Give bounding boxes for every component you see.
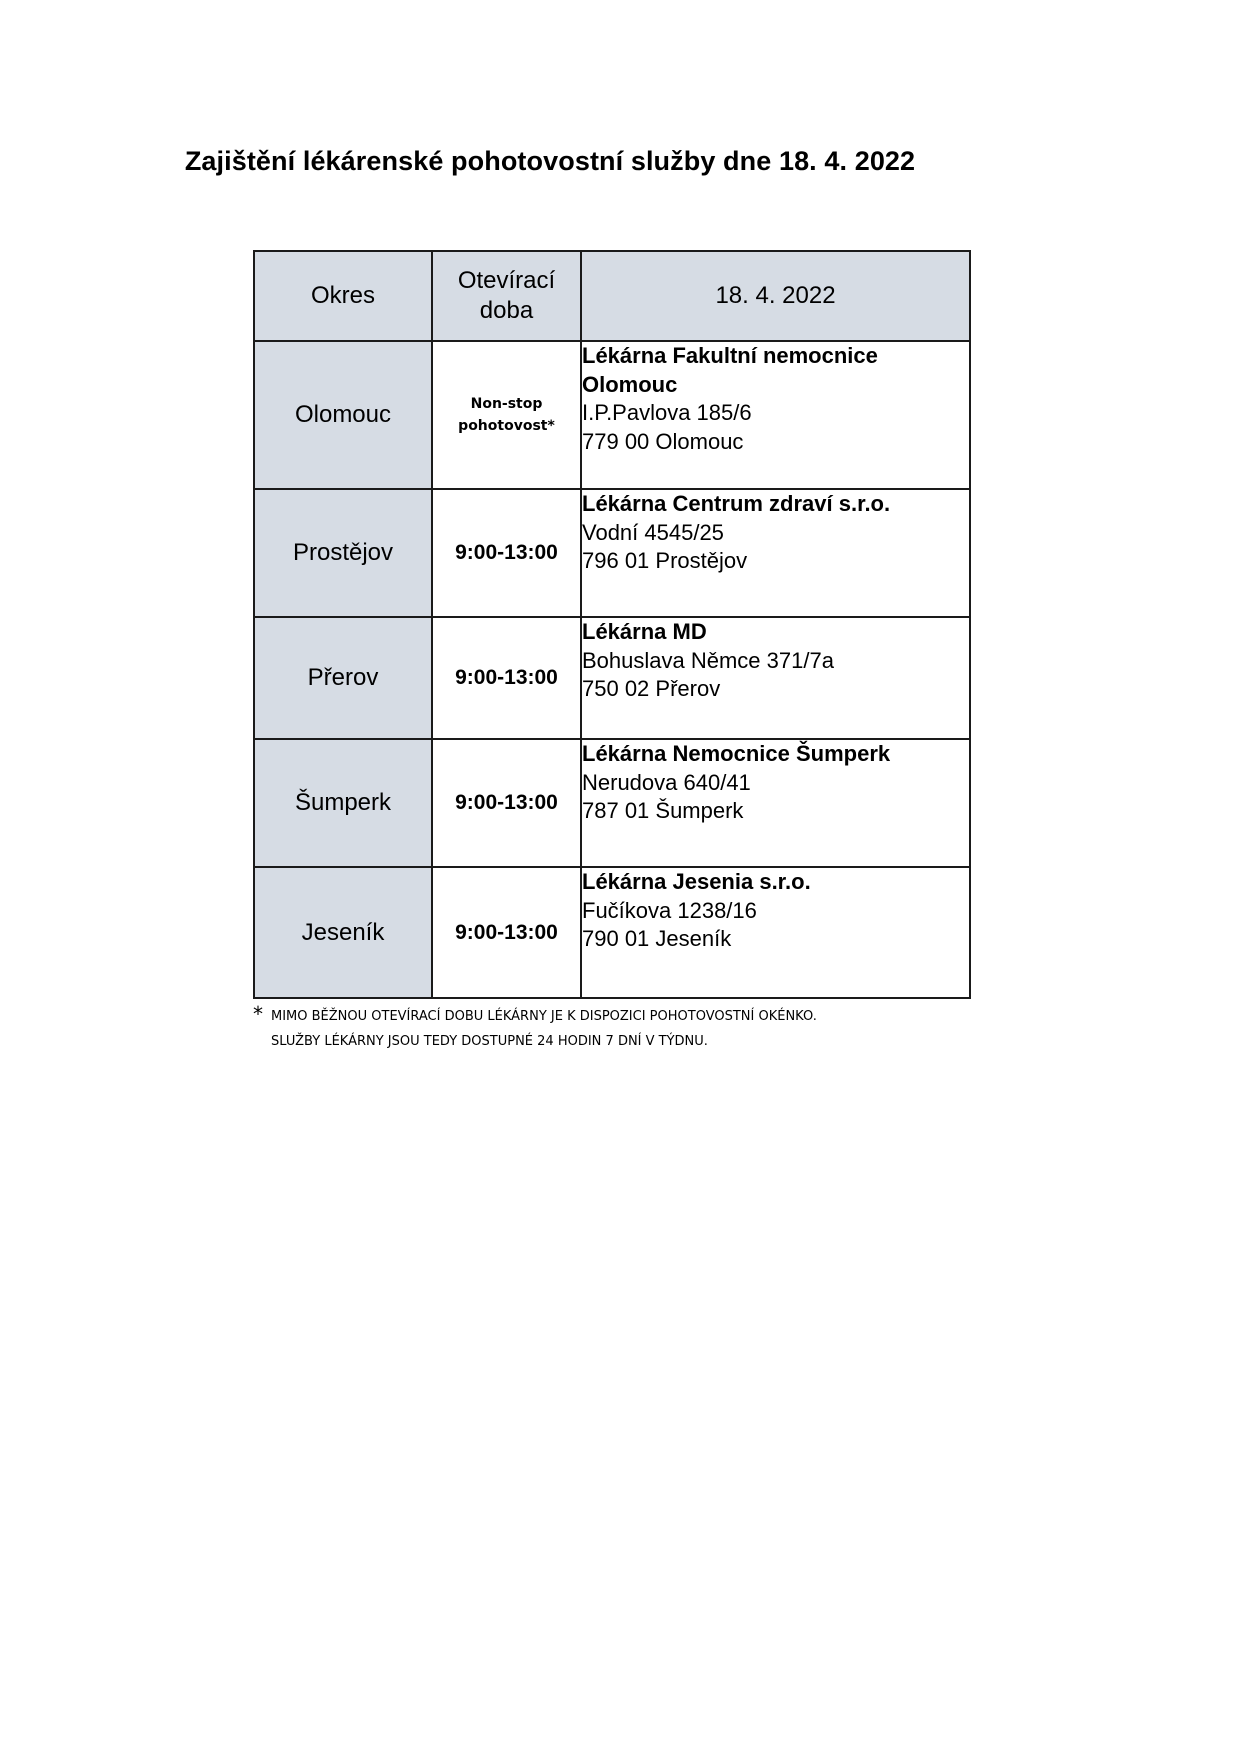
- district-cell: Olomouc: [254, 341, 432, 489]
- hours-cell: 9:00-13:00: [432, 739, 581, 867]
- table-header-row: [254, 251, 970, 341]
- pharmacy-name: Lékárna Fakultní nemocnice: [582, 343, 878, 368]
- hours-cell: Non-stop pohotovost*: [432, 341, 581, 489]
- table-row: [254, 489, 970, 617]
- pharmacy-name: Lékárna Nemocnice Šumperk: [582, 741, 891, 766]
- pharmacy-name: Lékárna Jesenia s.r.o.: [582, 869, 811, 894]
- pharmacy-street: Fučíkova 1238/16: [582, 897, 757, 923]
- page-title: Zajištění lékárenské pohotovostní služby dne 18. 4. 2022: [184, 146, 916, 176]
- header-date: 18. 4. 2022: [581, 251, 970, 341]
- hours-cell: 9:00-13:00: [432, 489, 581, 617]
- footnote-line-2: SLUŽBY LÉKÁRNY JSOU TEDY DOSTUPNÉ 24 HODIN 7 DNÍ V TÝDNU.: [271, 1034, 708, 1049]
- pharmacy-cell: [581, 617, 970, 739]
- pharmacy-city: 787 01 Šumperk: [582, 798, 744, 823]
- district-cell: Přerov: [254, 617, 432, 739]
- pharmacy-name-cont: Olomouc: [582, 371, 678, 397]
- pharmacy-street: I.P.Pavlova 185/6: [582, 400, 752, 425]
- pharmacy-duty-table: [253, 250, 971, 999]
- pharmacy-cell: [581, 867, 970, 998]
- header-opening-hours: Otevírací doba: [432, 251, 581, 341]
- pharmacy-street: Vodní 4545/25: [582, 519, 724, 545]
- table-row: [254, 739, 970, 867]
- pharmacy-city: 750 02 Přerov: [582, 676, 721, 701]
- table-row: [254, 341, 970, 489]
- header-district: Okres: [254, 251, 432, 341]
- pharmacy-street: Bohuslava Němce 371/7a: [582, 647, 834, 673]
- table-row: [254, 867, 970, 998]
- hours-cell: 9:00-13:00: [432, 867, 581, 998]
- district-cell: Prostějov: [254, 489, 432, 617]
- footnote: [253, 1004, 1053, 1054]
- pharmacy-city: 790 01 Jeseník: [582, 926, 732, 951]
- table-row: [254, 617, 970, 739]
- footnote-asterisk: *: [253, 1002, 263, 1026]
- pharmacy-street: Nerudova 640/41: [582, 769, 751, 795]
- pharmacy-cell: [581, 489, 970, 617]
- pharmacy-cell: [581, 739, 970, 867]
- pharmacy-city: 796 01 Prostějov: [582, 548, 748, 573]
- district-cell: Jeseník: [254, 867, 432, 998]
- hours-cell: 9:00-13:00: [432, 617, 581, 739]
- pharmacy-name: Lékárna Centrum zdraví s.r.o.: [582, 491, 891, 516]
- pharmacy-name: Lékárna MD: [582, 619, 707, 644]
- pharmacy-city: 779 00 Olomouc: [582, 428, 744, 454]
- district-cell: Šumperk: [254, 739, 432, 867]
- pharmacy-cell: [581, 341, 970, 489]
- footnote-line-1: MIMO BĚŽNOU OTEVÍRACÍ DOBU LÉKÁRNY JE K DISPOZICI POHOTOVOSTNÍ OKÉNKO.: [271, 1009, 817, 1024]
